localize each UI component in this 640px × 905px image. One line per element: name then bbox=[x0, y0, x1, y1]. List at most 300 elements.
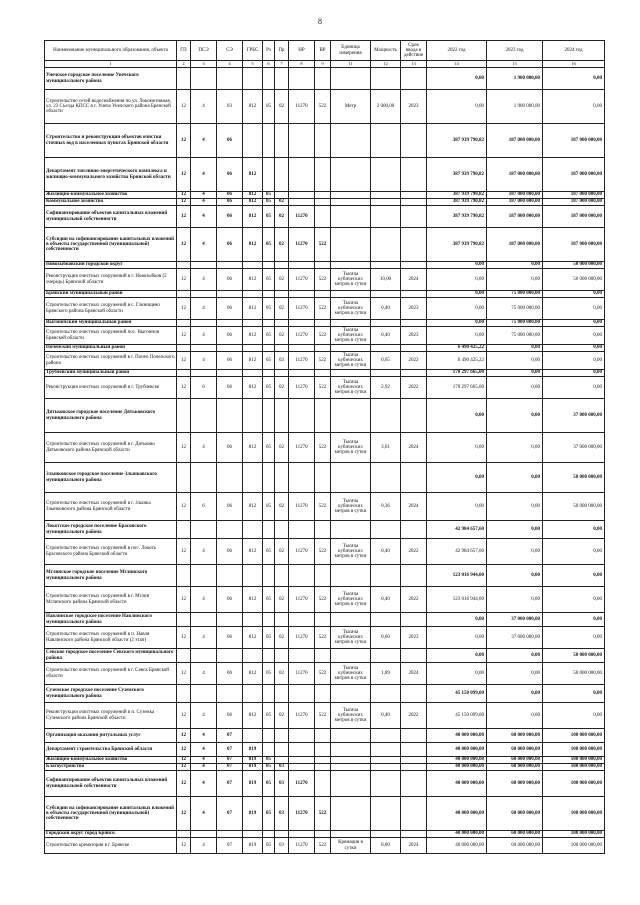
row-2024-cell: 0,00 bbox=[543, 90, 605, 124]
row-se-cell: 07 bbox=[217, 764, 243, 771]
row-power-cell: 0,40 bbox=[371, 539, 401, 565]
row-2024-cell: 0,00 bbox=[543, 327, 605, 345]
row-grbs-cell: 812 bbox=[243, 493, 263, 521]
row-vr-cell: 522 bbox=[315, 493, 331, 521]
row-2024-cell: 50 000 000,00 bbox=[543, 262, 605, 269]
row-se-cell: 07 bbox=[217, 743, 243, 757]
row-nr-cell: 11270 bbox=[289, 539, 315, 565]
row-name-cell: Строительство очистных сооружений в г. Почеп Почепского района bbox=[45, 352, 177, 370]
row-nr-cell bbox=[289, 199, 315, 206]
row-gp-cell bbox=[177, 320, 191, 327]
row-grbs-cell: 812 bbox=[243, 587, 263, 613]
row-2024-cell: 50 000 000,00 bbox=[543, 649, 605, 663]
row-name-cell: Городской округ город Брянск bbox=[45, 831, 177, 838]
table-row bbox=[45, 377, 605, 399]
row-2022-cell: 45 150 099,00 bbox=[427, 685, 487, 703]
row-rz-cell bbox=[263, 743, 275, 757]
column-number: 12 bbox=[371, 61, 401, 68]
row-name-cell: Жилищно-коммунальное хозяйство bbox=[45, 192, 177, 199]
row-power-cell: 0,40 bbox=[371, 298, 401, 320]
row-2024-cell: 0,00 bbox=[543, 68, 605, 90]
row-pr-cell bbox=[275, 320, 289, 327]
row-gp-cell bbox=[177, 649, 191, 663]
row-pr-cell: 03 bbox=[275, 797, 289, 831]
row-2023-cell: 0,00 bbox=[487, 493, 543, 521]
row-pse-cell: 4 bbox=[191, 124, 217, 158]
row-se-cell bbox=[217, 831, 243, 838]
row-power-cell bbox=[371, 831, 401, 838]
row-term-cell: 2022 bbox=[401, 587, 427, 613]
row-power-cell: 0,40 bbox=[371, 327, 401, 345]
row-term-cell bbox=[401, 199, 427, 206]
row-pse-cell: 4 bbox=[191, 797, 217, 831]
row-grbs-cell: 812 bbox=[243, 228, 263, 262]
row-rz-cell bbox=[263, 565, 275, 587]
row-2022-cell: 387 939 790,82 bbox=[427, 192, 487, 199]
row-gp-cell: 12 bbox=[177, 269, 191, 291]
row-nr-cell: 11270 bbox=[289, 703, 315, 729]
row-term-cell bbox=[401, 771, 427, 797]
row-term-cell bbox=[401, 124, 427, 158]
column-number: 2 bbox=[177, 61, 191, 68]
table-row bbox=[45, 493, 605, 521]
row-vr-cell bbox=[315, 192, 331, 199]
row-rz-cell: 05 bbox=[263, 192, 275, 199]
row-se-cell: 06 bbox=[217, 493, 243, 521]
row-unit-cell bbox=[331, 291, 371, 298]
row-2023-cell: 60 000 000,00 bbox=[487, 838, 543, 854]
row-name-cell: Организация оказания ритуальных услуг bbox=[45, 729, 177, 743]
row-gp-cell: 12 bbox=[177, 192, 191, 199]
row-power-cell bbox=[371, 565, 401, 587]
row-term-cell bbox=[401, 649, 427, 663]
column-number: 16 bbox=[543, 61, 605, 68]
row-gp-cell: 12 bbox=[177, 539, 191, 565]
row-pse-cell: 4 bbox=[191, 743, 217, 757]
row-pr-cell bbox=[275, 565, 289, 587]
row-vr-cell: 522 bbox=[315, 663, 331, 685]
row-se-cell bbox=[217, 370, 243, 377]
row-nr-cell bbox=[289, 613, 315, 627]
row-unit-cell bbox=[331, 124, 371, 158]
row-gp-cell: 12 bbox=[177, 206, 191, 228]
row-power-cell: 0,60 bbox=[371, 627, 401, 649]
row-2024-cell: 100 000 000,00 bbox=[543, 743, 605, 757]
row-rz-cell: 05 bbox=[263, 298, 275, 320]
row-pse-cell bbox=[191, 345, 217, 352]
row-power-cell: 0,65 bbox=[371, 352, 401, 370]
row-unit-cell: Тысяча кубических метров в сутки bbox=[331, 433, 371, 463]
table-row bbox=[45, 291, 605, 298]
row-term-cell bbox=[401, 757, 427, 764]
row-2023-cell: 187 000 000,00 bbox=[487, 206, 543, 228]
row-term-cell bbox=[401, 764, 427, 771]
row-2022-cell: 0,00 bbox=[427, 433, 487, 463]
row-nr-cell: 11270 bbox=[289, 627, 315, 649]
row-grbs-cell: 819 bbox=[243, 743, 263, 757]
row-nr-cell: 11270 bbox=[289, 493, 315, 521]
row-rz-cell bbox=[263, 262, 275, 269]
row-grbs-cell: 812 bbox=[243, 298, 263, 320]
row-unit-cell bbox=[331, 613, 371, 627]
row-rz-cell bbox=[263, 158, 275, 192]
row-name-cell: Брянский муниципальный район bbox=[45, 291, 177, 298]
row-gp-cell: 12 bbox=[177, 199, 191, 206]
row-vr-cell bbox=[315, 743, 331, 757]
row-term-cell bbox=[401, 370, 427, 377]
column-number: 6 bbox=[263, 61, 275, 68]
row-2024-cell: 100 000 000,00 bbox=[543, 797, 605, 831]
row-rz-cell: 05 bbox=[263, 377, 275, 399]
row-unit-cell bbox=[331, 345, 371, 352]
row-unit-cell: Тысяча кубических метров в сутки bbox=[331, 539, 371, 565]
row-term-cell bbox=[401, 743, 427, 757]
row-gp-cell: 12 bbox=[177, 377, 191, 399]
row-nr-cell: 11270 bbox=[289, 228, 315, 262]
row-2022-cell: 0,00 bbox=[427, 493, 487, 521]
row-power-cell bbox=[371, 68, 401, 90]
table-row bbox=[45, 320, 605, 327]
row-2024-cell: 187 000 000,00 bbox=[543, 199, 605, 206]
row-pr-cell bbox=[275, 399, 289, 433]
table-row bbox=[45, 352, 605, 370]
row-rz-cell: 05 bbox=[263, 199, 275, 206]
row-name-cell: Мглинское городское поселение Мглинского муниципального района bbox=[45, 565, 177, 587]
row-2022-cell: 0,00 bbox=[427, 90, 487, 124]
row-term-cell bbox=[401, 565, 427, 587]
row-pse-cell: 4 bbox=[191, 627, 217, 649]
table-row bbox=[45, 565, 605, 587]
row-nr-cell: 11270 bbox=[289, 663, 315, 685]
row-rz-cell: 05 bbox=[263, 771, 275, 797]
column-header-vr-col: ВР bbox=[315, 41, 331, 61]
row-vr-cell bbox=[315, 199, 331, 206]
row-2022-cell: 40 000 000,00 bbox=[427, 764, 487, 771]
row-name-cell: Почепский муниципальный район bbox=[45, 345, 177, 352]
row-nr-cell bbox=[289, 158, 315, 192]
row-pr-cell: 02 bbox=[275, 269, 289, 291]
row-se-cell bbox=[217, 521, 243, 539]
row-power-cell: 1,89 bbox=[371, 663, 401, 685]
row-grbs-cell: 812 bbox=[243, 192, 263, 199]
row-term-cell bbox=[401, 206, 427, 228]
row-term-cell bbox=[401, 797, 427, 831]
row-unit-cell bbox=[331, 729, 371, 743]
row-2022-cell: 0,00 bbox=[427, 262, 487, 269]
row-vr-cell bbox=[315, 757, 331, 764]
row-nr-cell bbox=[289, 192, 315, 199]
row-2024-cell: 50 000 000,00 bbox=[543, 269, 605, 291]
row-pr-cell bbox=[275, 291, 289, 298]
row-pse-cell: 4 bbox=[191, 269, 217, 291]
row-se-cell: 06 bbox=[217, 352, 243, 370]
row-pse-cell bbox=[191, 68, 217, 90]
row-name-cell: Строительство сетей водоснабжения по ул. Локомотивная, ул. 23 Съезда КПСС в г. Унеча Унечского района Брянской области bbox=[45, 90, 177, 124]
row-2022-cell: 123 016 944,00 bbox=[427, 565, 487, 587]
row-2023-cell: 0,00 bbox=[487, 370, 543, 377]
row-se-cell bbox=[217, 565, 243, 587]
row-pr-cell bbox=[275, 192, 289, 199]
table-row bbox=[45, 613, 605, 627]
row-se-cell bbox=[217, 685, 243, 703]
column-header-unit-col: Единица измерения bbox=[331, 41, 371, 61]
row-term-cell bbox=[401, 345, 427, 352]
row-2022-cell: 40 000 000,00 bbox=[427, 831, 487, 838]
header-row bbox=[45, 41, 605, 61]
row-2023-cell: 1 900 000,00 bbox=[487, 68, 543, 90]
row-grbs-cell: 812 bbox=[243, 206, 263, 228]
table-row bbox=[45, 729, 605, 743]
row-pse-cell bbox=[191, 649, 217, 663]
row-nr-cell bbox=[289, 729, 315, 743]
row-power-cell bbox=[371, 613, 401, 627]
row-grbs-cell: 812 bbox=[243, 377, 263, 399]
row-rz-cell: 05 bbox=[263, 327, 275, 345]
row-nr-cell: 11270 bbox=[289, 206, 315, 228]
row-2022-cell: 42 984 657,60 bbox=[427, 539, 487, 565]
row-unit-cell bbox=[331, 262, 371, 269]
row-2023-cell: 75 000 000,00 bbox=[487, 298, 543, 320]
row-pse-cell: 4 bbox=[191, 838, 217, 854]
row-grbs-cell: 812 bbox=[243, 703, 263, 729]
row-grbs-cell: 812 bbox=[243, 158, 263, 192]
table-row bbox=[45, 649, 605, 663]
table-row bbox=[45, 764, 605, 771]
row-grbs-cell bbox=[243, 370, 263, 377]
row-vr-cell: 522 bbox=[315, 797, 331, 831]
row-nr-cell: 11270 bbox=[289, 327, 315, 345]
row-unit-cell: Кремация в сутки bbox=[331, 838, 371, 854]
row-se-cell: 06 bbox=[217, 192, 243, 199]
row-se-cell: 06 bbox=[217, 158, 243, 192]
row-2023-cell: 60 000 000,00 bbox=[487, 757, 543, 764]
row-grbs-cell: 819 bbox=[243, 771, 263, 797]
row-rz-cell bbox=[263, 685, 275, 703]
row-term-cell bbox=[401, 320, 427, 327]
row-rz-cell: 05 bbox=[263, 663, 275, 685]
row-name-cell: Департамент строительства Брянской области bbox=[45, 743, 177, 757]
row-gp-cell: 12 bbox=[177, 838, 191, 854]
row-rz-cell bbox=[263, 124, 275, 158]
row-gp-cell: 12 bbox=[177, 663, 191, 685]
row-se-cell: 06 bbox=[217, 206, 243, 228]
row-gp-cell: 12 bbox=[177, 228, 191, 262]
row-term-cell bbox=[401, 399, 427, 433]
row-pr-cell: 02 bbox=[275, 327, 289, 345]
row-2022-cell: 123 016 944,00 bbox=[427, 587, 487, 613]
row-rz-cell: 05 bbox=[263, 206, 275, 228]
row-2024-cell: 0,00 bbox=[543, 587, 605, 613]
row-2024-cell: 0,00 bbox=[543, 352, 605, 370]
row-2024-cell: 50 000 000,00 bbox=[543, 663, 605, 685]
row-unit-cell bbox=[331, 685, 371, 703]
row-grbs-cell: 812 bbox=[243, 352, 263, 370]
row-vr-cell bbox=[315, 764, 331, 771]
row-2024-cell: 0,00 bbox=[543, 539, 605, 565]
row-name-cell: Суземское городское поселение Суземского муниципального района bbox=[45, 685, 177, 703]
table-row bbox=[45, 433, 605, 463]
row-2024-cell: 187 000 000,00 bbox=[543, 192, 605, 199]
row-pr-cell: 02 bbox=[275, 627, 289, 649]
row-term-cell bbox=[401, 262, 427, 269]
row-pr-cell bbox=[275, 124, 289, 158]
row-term-cell: 2023 bbox=[401, 327, 427, 345]
column-header-y2022-col: 2022 год bbox=[427, 41, 487, 61]
row-vr-cell bbox=[315, 370, 331, 377]
row-grbs-cell: 812 bbox=[243, 199, 263, 206]
row-nr-cell: 11270 bbox=[289, 797, 315, 831]
row-pse-cell: 4 bbox=[191, 158, 217, 192]
row-vr-cell bbox=[315, 649, 331, 663]
column-number: 15 bbox=[487, 61, 543, 68]
row-power-cell: 10,00 bbox=[371, 269, 401, 291]
table-row bbox=[45, 521, 605, 539]
row-pr-cell: 02 bbox=[275, 352, 289, 370]
row-term-cell bbox=[401, 192, 427, 199]
row-2022-cell: 45 150 099,00 bbox=[427, 703, 487, 729]
column-header-nr-col: НР bbox=[289, 41, 315, 61]
row-2024-cell: 37 000 000,00 bbox=[543, 433, 605, 463]
row-2024-cell: 100 000 000,00 bbox=[543, 838, 605, 854]
row-unit-cell: Тысяча кубических метров в сутки bbox=[331, 703, 371, 729]
column-header-pse-col: ПСЭ bbox=[191, 41, 217, 61]
row-pse-cell: 4 bbox=[191, 539, 217, 565]
row-2022-cell: 0,00 bbox=[427, 320, 487, 327]
row-grbs-cell bbox=[243, 565, 263, 587]
row-pr-cell: 02 bbox=[275, 228, 289, 262]
row-2022-cell: 387 939 790,82 bbox=[427, 206, 487, 228]
row-2023-cell: 0,00 bbox=[487, 399, 543, 433]
table-row bbox=[45, 199, 605, 206]
row-se-cell bbox=[217, 68, 243, 90]
row-2023-cell: 187 000 000,00 bbox=[487, 124, 543, 158]
row-2023-cell: 187 000 000,00 bbox=[487, 199, 543, 206]
row-2022-cell: 0,00 bbox=[427, 649, 487, 663]
row-nr-cell bbox=[289, 370, 315, 377]
table-row bbox=[45, 539, 605, 565]
row-pr-cell: 02 bbox=[275, 587, 289, 613]
row-se-cell: 06 bbox=[217, 298, 243, 320]
row-pse-cell: 4 bbox=[191, 729, 217, 743]
row-name-cell: Унечское городское поселение Унечского муниципального района bbox=[45, 68, 177, 90]
row-name-cell: Дятьковское городское поселение Дятьковского муниципального района bbox=[45, 399, 177, 433]
row-gp-cell: 12 bbox=[177, 743, 191, 757]
row-pr-cell: 02 bbox=[275, 90, 289, 124]
row-gp-cell bbox=[177, 399, 191, 433]
row-2022-cell: 0,00 bbox=[427, 269, 487, 291]
row-2024-cell: 187 000 000,00 bbox=[543, 206, 605, 228]
row-se-cell bbox=[217, 291, 243, 298]
row-power-cell bbox=[371, 797, 401, 831]
row-2022-cell: 40 000 000,00 bbox=[427, 743, 487, 757]
row-2023-cell: 0,00 bbox=[487, 539, 543, 565]
row-pr-cell bbox=[275, 68, 289, 90]
row-pr-cell: 02 bbox=[275, 539, 289, 565]
row-nr-cell bbox=[289, 831, 315, 838]
table-row bbox=[45, 192, 605, 199]
row-se-cell: 06 bbox=[217, 539, 243, 565]
row-2022-cell: 0,00 bbox=[427, 627, 487, 649]
row-se-cell: 06 bbox=[217, 433, 243, 463]
row-vr-cell: 522 bbox=[315, 703, 331, 729]
row-vr-cell bbox=[315, 399, 331, 433]
row-power-cell bbox=[371, 124, 401, 158]
row-grbs-cell bbox=[243, 521, 263, 539]
row-name-cell: Реконструкция очистных сооружений в г. Трубчевске bbox=[45, 377, 177, 399]
row-power-cell bbox=[371, 399, 401, 433]
row-unit-cell: Тысяча кубических метров в сутки bbox=[331, 327, 371, 345]
row-rz-cell: 05 bbox=[263, 433, 275, 463]
row-unit-cell bbox=[331, 199, 371, 206]
row-pr-cell: 02 bbox=[275, 298, 289, 320]
row-2024-cell: 0,00 bbox=[543, 685, 605, 703]
row-vr-cell bbox=[315, 68, 331, 90]
row-2023-cell: 0,00 bbox=[487, 269, 543, 291]
row-2024-cell: 0,00 bbox=[543, 298, 605, 320]
row-pr-cell bbox=[275, 831, 289, 838]
row-rz-cell bbox=[263, 521, 275, 539]
row-grbs-cell: 819 bbox=[243, 797, 263, 831]
row-name-cell: Строительство очистных сооружений в п. Навля Навлинского района Брянской области (2 этап) bbox=[45, 627, 177, 649]
row-se-cell bbox=[217, 399, 243, 433]
row-gp-cell bbox=[177, 831, 191, 838]
row-name-cell: Строительство очистных сооружений в г. Дятьково Дятьковского района Брянской области bbox=[45, 433, 177, 463]
row-se-cell: 06 bbox=[217, 199, 243, 206]
row-2024-cell: 50 000 000,00 bbox=[543, 463, 605, 493]
row-unit-cell bbox=[331, 565, 371, 587]
row-nr-cell bbox=[289, 565, 315, 587]
row-se-cell: 06 bbox=[217, 703, 243, 729]
column-number: 13 bbox=[401, 61, 427, 68]
row-vr-cell bbox=[315, 613, 331, 627]
row-se-cell: 06 bbox=[217, 377, 243, 399]
table-row bbox=[45, 327, 605, 345]
row-term-cell bbox=[401, 158, 427, 192]
row-power-cell bbox=[371, 743, 401, 757]
row-grbs-cell bbox=[243, 262, 263, 269]
row-name-cell: Благоустройство bbox=[45, 764, 177, 771]
row-pse-cell: 4 bbox=[191, 663, 217, 685]
row-gp-cell bbox=[177, 68, 191, 90]
row-rz-cell bbox=[263, 463, 275, 493]
row-2022-cell: 6 490 425,22 bbox=[427, 345, 487, 352]
row-gp-cell: 12 bbox=[177, 90, 191, 124]
row-grbs-cell: 812 bbox=[243, 90, 263, 124]
row-rz-cell: 05 bbox=[263, 269, 275, 291]
page-number: 8 bbox=[318, 17, 322, 26]
row-rz-cell: 05 bbox=[263, 764, 275, 771]
row-gp-cell bbox=[177, 345, 191, 352]
row-vr-cell: 522 bbox=[315, 90, 331, 124]
row-2023-cell: 0,00 bbox=[487, 463, 543, 493]
row-pr-cell bbox=[275, 743, 289, 757]
row-2022-cell: 0,00 bbox=[427, 663, 487, 685]
row-2023-cell: 0,00 bbox=[487, 587, 543, 613]
column-header-term-col: Срок ввода в действие bbox=[401, 41, 427, 61]
row-gp-cell: 12 bbox=[177, 797, 191, 831]
row-term-cell: 2024 bbox=[401, 838, 427, 854]
row-term-cell bbox=[401, 613, 427, 627]
row-rz-cell: 05 bbox=[263, 797, 275, 831]
row-2023-cell: 187 000 000,00 bbox=[487, 228, 543, 262]
row-pse-cell: 4 bbox=[191, 199, 217, 206]
row-rz-cell bbox=[263, 345, 275, 352]
row-power-cell bbox=[371, 649, 401, 663]
row-2023-cell: 60 000 000,00 bbox=[487, 797, 543, 831]
row-2024-cell: 187 000 000,00 bbox=[543, 158, 605, 192]
row-pr-cell: 02 bbox=[275, 377, 289, 399]
row-2022-cell: 0,00 bbox=[427, 68, 487, 90]
